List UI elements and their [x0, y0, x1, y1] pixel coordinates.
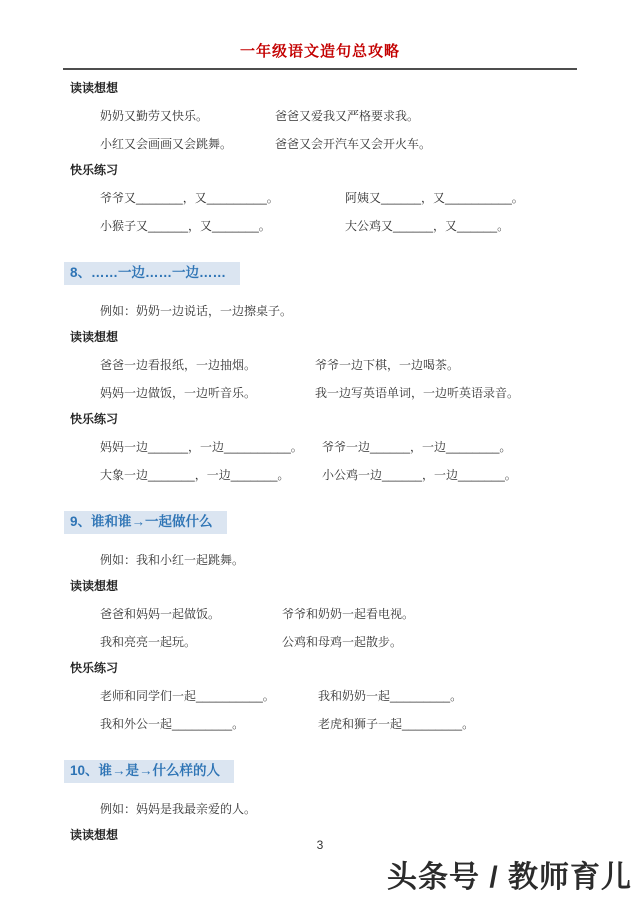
section-label-read: 读读想想 — [70, 329, 119, 344]
fill-blank-left: 小猴子又______，又_______。 — [100, 219, 271, 233]
fill-blank-right: 大公鸡又______，又______。 — [345, 219, 510, 233]
fill-blank-row — [70, 191, 580, 206]
sentence-row — [70, 137, 580, 152]
sentence-right: 爷爷和奶奶一起看电视。 — [282, 606, 415, 621]
page-number: 3 — [316, 838, 324, 852]
section-label-practice: 快乐练习 — [70, 411, 119, 426]
section-heading-10: 10、谁→是→什么样的人 — [64, 760, 234, 783]
example-sentence-9: 例如：我和小红一起跳舞。 — [100, 552, 245, 567]
sentence-row — [70, 109, 580, 124]
fill-blank-row — [70, 219, 580, 234]
sentence-row — [70, 386, 580, 401]
sentence-right: 爸爸又爱我又严格要求我。 — [275, 109, 420, 123]
page-title: 一年级语文造句总攻略 — [239, 43, 400, 60]
sentence-left: 爸爸和妈妈一起做饭。 — [100, 606, 221, 621]
fill-blank-left: 老师和同学们一起__________。 — [100, 688, 275, 703]
section-label-read: 读读想想 — [70, 578, 119, 593]
fill-blank-row — [70, 717, 580, 732]
section-label-practice: 快乐练习 — [70, 660, 119, 675]
sentence-right: 公鸡和母鸡一起散步。 — [282, 634, 403, 649]
sentence-left: 小红又会画画又会跳舞。 — [100, 137, 233, 151]
fill-blank-right: 老虎和狮子一起_________。 — [318, 716, 475, 731]
example-sentence-8: 例如：奶奶一边说话，一边擦桌子。 — [100, 303, 293, 318]
sentence-row — [70, 607, 580, 622]
sentence-left: 妈妈一边做饭，一边听音乐。 — [100, 385, 257, 400]
fill-blank-right: 我和奶奶一起_________。 — [318, 688, 463, 703]
sentence-right: 爷爷一边下棋，一边喝茶。 — [315, 357, 460, 372]
fill-blank-left: 妈妈一边______，一边__________。 — [100, 439, 303, 454]
fill-blank-row — [70, 440, 580, 455]
fill-blank-right: 阿姨又______，又__________。 — [345, 191, 524, 205]
sentence-row — [70, 358, 580, 373]
fill-blank-row — [70, 468, 580, 483]
section-heading-9: 9、谁和谁→一起做什么 — [64, 511, 227, 534]
worksheet-content — [0, 81, 640, 843]
sentence-right: 爸爸又会开汽车又会开火车。 — [275, 137, 432, 151]
sentence-row — [70, 635, 580, 650]
fill-blank-right: 爷爷一边______，一边________。 — [322, 439, 512, 454]
section-heading-8: 8、……一边……一边…… — [64, 262, 240, 285]
sentence-left: 奶奶又勤劳又快乐。 — [100, 109, 209, 123]
section-label-read: 读读想想 — [70, 827, 119, 842]
title-divider — [63, 68, 577, 70]
fill-blank-right: 小公鸡一边______，一边_______。 — [322, 467, 517, 482]
watermark: 头条号 / 教师育儿 — [386, 861, 632, 894]
fill-blank-row — [70, 689, 580, 704]
section-label-read: 读读想想 — [70, 81, 119, 95]
sentence-left: 我和亮亮一起玩。 — [100, 634, 197, 649]
sentence-right: 我一边写英语单词，一边听英语录音。 — [315, 385, 520, 400]
section-label-practice: 快乐练习 — [70, 163, 119, 177]
sentence-left: 爸爸一边看报纸，一边抽烟。 — [100, 357, 257, 372]
fill-blank-left: 大象一边_______，一边_______。 — [100, 467, 290, 482]
fill-blank-left: 爷爷又_______，又_________。 — [100, 191, 279, 205]
example-sentence-10: 例如：妈妈是我最亲爱的人。 — [100, 801, 257, 816]
fill-blank-left: 我和外公一起_________。 — [100, 716, 245, 731]
